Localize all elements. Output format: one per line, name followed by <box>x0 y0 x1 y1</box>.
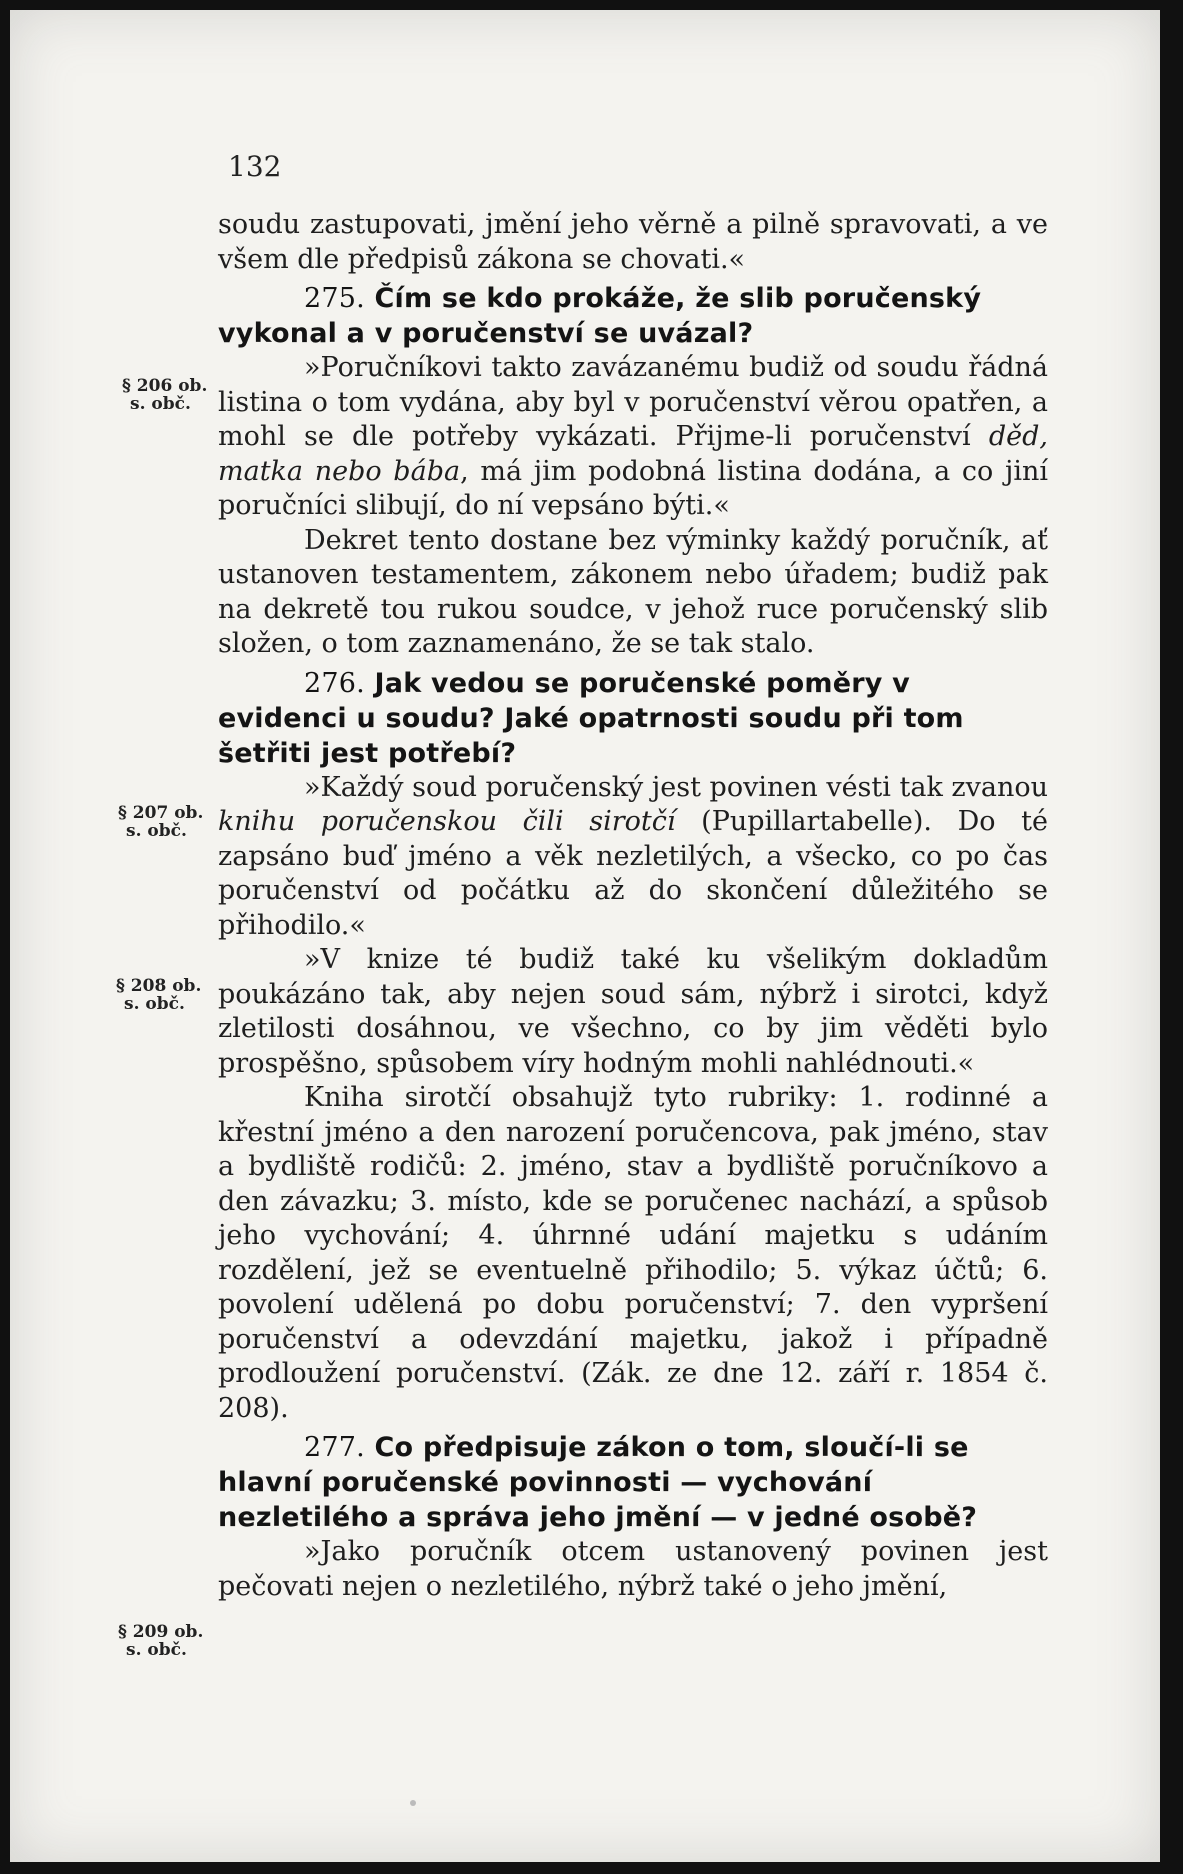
question-text: Jak vedou se poručenské poměry v evidenci u soudu? Jaké opatrnosti soudu při tom šetřiti jest potřebí? <box>218 667 964 769</box>
question-heading-275 <box>218 281 1048 351</box>
question-number: 275. <box>304 283 365 314</box>
page-body <box>218 208 1048 1604</box>
paragraph <box>218 351 1048 524</box>
sidenote-208 <box>116 977 201 1013</box>
text-run: (Pupillartabelle). Do té zapsáno buď jméno a věk nezletilých, a všecko, co po čas poručenství od počátku až do skončení důležitého se přihodilo.« <box>218 806 1049 941</box>
text-run: »Poručníkovi takto zavázanému budiž od soudu řádná listina o tom vydána, aby byl v poručenství věrou opatřen, a mohl se dle potřeby vykázati. Přijme-li poručenství <box>218 352 1048 452</box>
sidenote-207 <box>118 804 203 840</box>
text-run: , má jim podobná listina dodána, a co jiní poručníci slibují, do ní vepsáno býti.« <box>218 455 1048 521</box>
question-text: Čím se kdo prokáže, že slib poručenský vykonal a v poručenství se uvázal? <box>218 283 982 349</box>
paragraph: »V knize té budiž také ku všelikým dokladům poukázáno tak, aby nejen soud sám, nýbrž i sirotci, když zletilosti dosáhnou, ve všechno, co by jim věděti bylo prospěšno, spůsobem víry hodným mohli nahlédnouti.« <box>218 944 1048 1079</box>
sidenote-line: s. obč. <box>124 994 185 1014</box>
paragraph: »Jako poručník otcem ustanovený povinen jest pečovati nejen o nezletilého, nýbrž také o jeho jmění, <box>218 1536 1048 1602</box>
sidenote-206 <box>122 377 207 413</box>
sidenote-line: s. obč. <box>126 1640 187 1660</box>
sidenote-line: § 209 ob. <box>118 1622 204 1642</box>
text-run: »Každý soud poručenský jest povinen vésti tak zvanou <box>304 771 1048 803</box>
sidenote-209 <box>118 1623 203 1659</box>
sidenote-line: § 207 ob. <box>118 803 204 823</box>
emphasis-text: děd, matka nebo bába <box>218 421 1048 487</box>
paragraph <box>218 771 1048 944</box>
paragraph: Dekret tento dostane bez výminky každý poručník, ať ustanoven testamentem, zákonem nebo úřadem; budiž pak na dekretě tou rukou soudce, v jehož ruce poručenský slib složen, o tom zaznamenáno, že se tak stalo. <box>218 524 1048 659</box>
sidenote-line: s. obč. <box>126 821 187 841</box>
sidenote-line: § 208 ob. <box>116 976 202 996</box>
question-number: 277. <box>304 1432 365 1463</box>
question-heading-277 <box>218 1430 1048 1535</box>
question-number: 276. <box>304 667 365 699</box>
paragraph: soudu zastupovati, jmění jeho věrně a pilně spravovati, a ve všem dle předpisů zákona se chovati.« <box>218 209 1048 275</box>
sidenote-line: s. obč. <box>130 394 191 414</box>
question-heading-276 <box>218 666 1048 771</box>
paragraph: Kniha sirotčí obsahujž tyto rubriky: 1. rodinné a křestní jméno a den narození poručencova, pak jméno, stav a bydliště rodičů: 2. jméno, stav a bydliště poručníkovo a den závazku; 3. místo, kde se poručenec nachází, a spůsob jeho vychování; 4. úhrnné udání majetku s udáním rozdělení, jež se eventuelně přihodilo; 5. výkaz účtů; 6. povolení udělená po dobu poručenství; 7. den vypršení poručenství a odevzdání majetku, jakož i případně prodloužení poručenství. (Zák. ze dne 12. září r. 1854 č. 208). <box>218 1082 1048 1424</box>
sidenote-line: § 206 ob. <box>122 376 208 396</box>
page-number: 132 <box>228 150 282 183</box>
emphasis-text: knihu poručenskou čili sirotčí <box>218 806 676 837</box>
paper-speck <box>410 1800 416 1806</box>
question-text: Co předpisuje zákon o tom, sloučí-li se hlavní poručenské povinnosti — vychování nezletilého a správa jeho jmění — v jedné osobě? <box>218 1432 978 1533</box>
book-page <box>10 10 1160 1862</box>
